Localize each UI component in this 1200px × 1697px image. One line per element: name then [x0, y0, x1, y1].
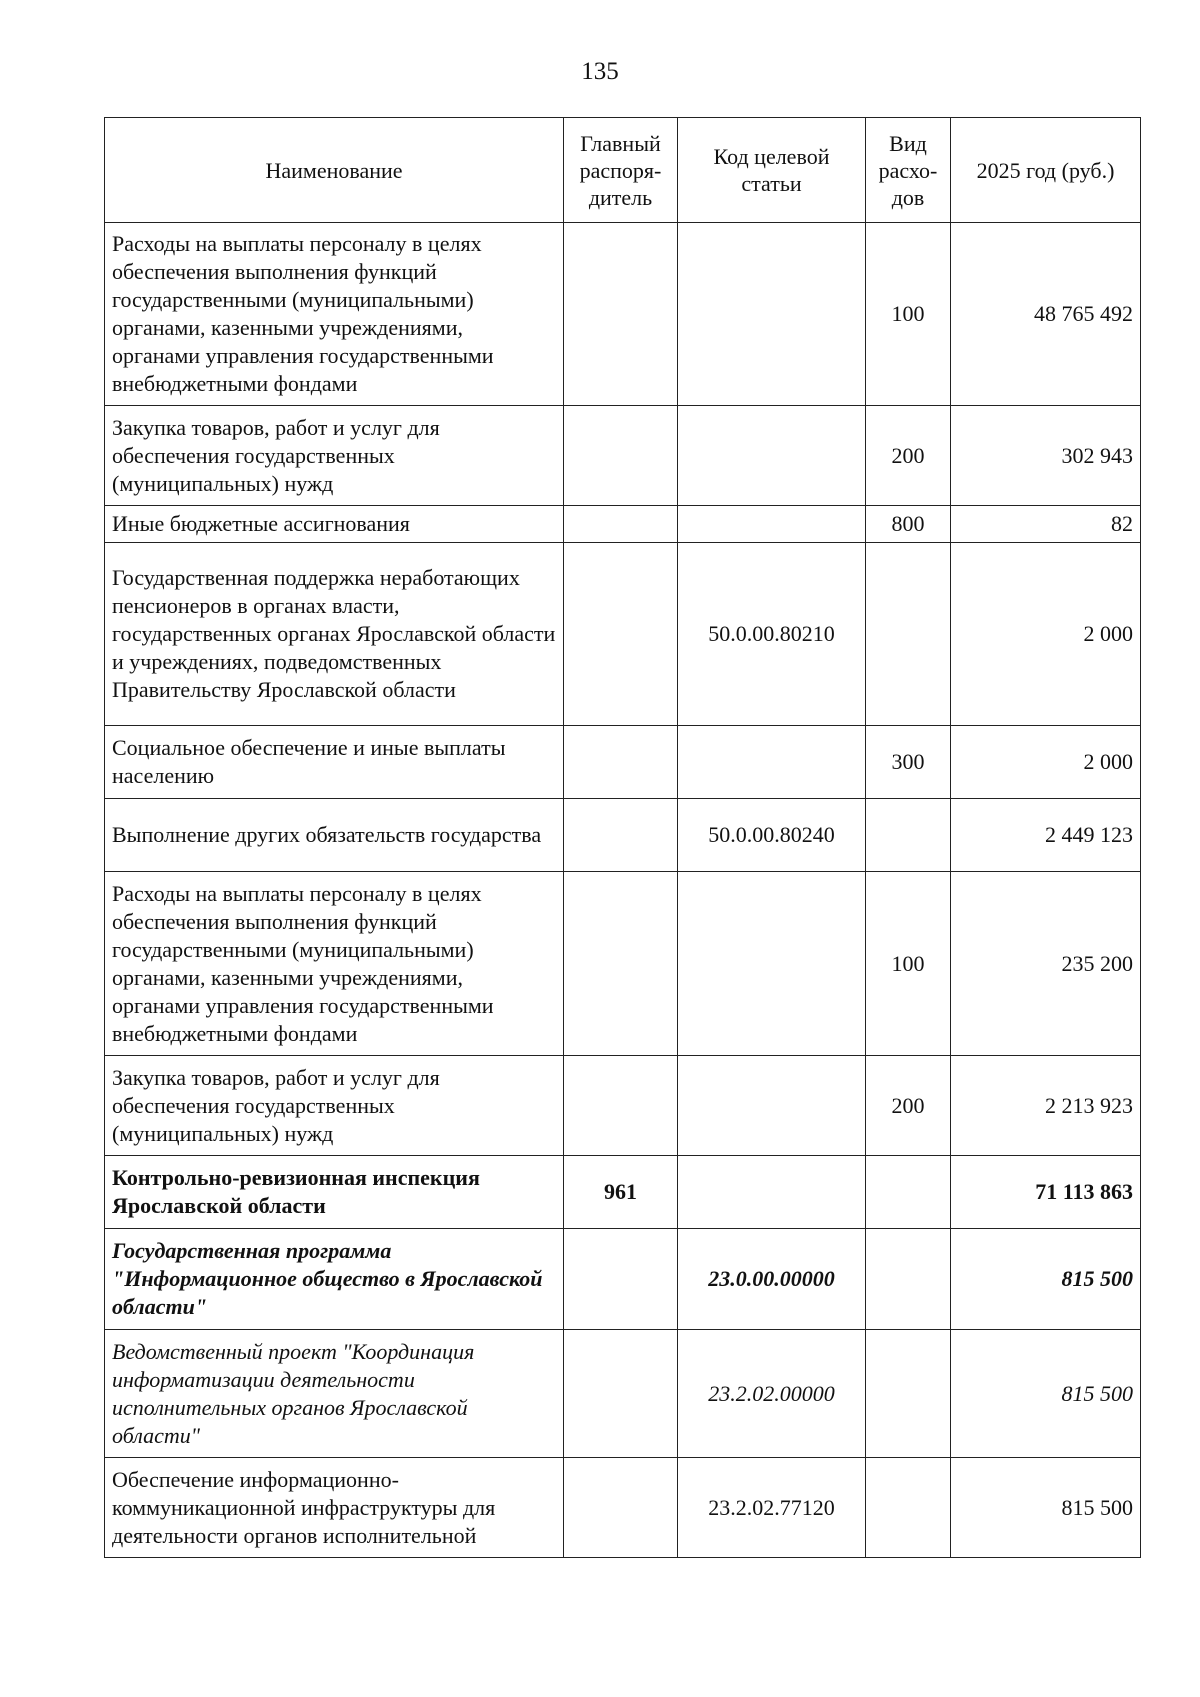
- row-admin: [564, 1458, 678, 1558]
- row-name: Закупка товаров, работ и услуг для обеспечения государственных (муниципальных) нужд: [105, 406, 564, 506]
- row-kind: 200: [866, 1056, 951, 1156]
- row-kind: 100: [866, 872, 951, 1056]
- row-amount: 82: [951, 506, 1141, 543]
- row-code: [678, 726, 866, 799]
- row-kind: [866, 1330, 951, 1458]
- row-name: Иные бюджетные ассигнования: [105, 506, 564, 543]
- row-code: [678, 406, 866, 506]
- row-kind: [866, 1156, 951, 1229]
- row-admin: [564, 406, 678, 506]
- row-amount: 302 943: [951, 406, 1141, 506]
- table-row: [105, 1330, 1141, 1458]
- table-row: [105, 223, 1141, 406]
- row-name: Выполнение других обязательств государства: [105, 799, 564, 872]
- row-name: Закупка товаров, работ и услуг для обеспечения государственных (муниципальных) нужд: [105, 1056, 564, 1156]
- header-row: [105, 118, 1141, 223]
- header-name: Наименование: [105, 118, 564, 223]
- row-admin: [564, 799, 678, 872]
- row-code: 23.2.02.00000: [678, 1330, 866, 1458]
- row-name: Расходы на выплаты персоналу в целях обеспечения выполнения функций государственными (муниципальными) органами, казенными учреждениями, органами управления государственными внебюджетными фондами: [105, 872, 564, 1056]
- row-name: Ведомственный проект "Координация информатизации деятельности исполнительных органов Ярославской области": [105, 1330, 564, 1458]
- row-admin: [564, 1330, 678, 1458]
- row-amount: 2 000: [951, 543, 1141, 726]
- row-kind: [866, 1229, 951, 1330]
- row-amount: 2 000: [951, 726, 1141, 799]
- table-row: [105, 799, 1141, 872]
- table-body: [105, 223, 1141, 1558]
- row-name: Контрольно-ревизионная инспекция Ярославской области: [105, 1156, 564, 1229]
- row-code: 23.0.00.00000: [678, 1229, 866, 1330]
- row-name: Обеспечение информационно-коммуникационной инфраструктуры для деятельности органов исполнительной: [105, 1458, 564, 1558]
- row-admin: [564, 1056, 678, 1156]
- header-amount: 2025 год (руб.): [951, 118, 1141, 223]
- row-amount: 815 500: [951, 1458, 1141, 1558]
- row-amount: 815 500: [951, 1229, 1141, 1330]
- header-kind: Вид расхо-дов: [866, 118, 951, 223]
- row-admin: [564, 872, 678, 1056]
- row-amount: 2 213 923: [951, 1056, 1141, 1156]
- row-amount: 235 200: [951, 872, 1141, 1056]
- row-name: Социальное обеспечение и иные выплаты населению: [105, 726, 564, 799]
- row-code: [678, 1156, 866, 1229]
- row-name: Государственная программа "Информационное общество в Ярославской области": [105, 1229, 564, 1330]
- header-admin: Главный распоря-дитель: [564, 118, 678, 223]
- row-admin: [564, 543, 678, 726]
- row-kind: [866, 1458, 951, 1558]
- table-row: [105, 543, 1141, 726]
- table-row: [105, 1056, 1141, 1156]
- row-amount: 815 500: [951, 1330, 1141, 1458]
- row-kind: 300: [866, 726, 951, 799]
- row-amount: 2 449 123: [951, 799, 1141, 872]
- header-code: Код целевой статьи: [678, 118, 866, 223]
- row-code: [678, 223, 866, 406]
- row-kind: 800: [866, 506, 951, 543]
- row-kind: 100: [866, 223, 951, 406]
- table-row: [105, 506, 1141, 543]
- row-admin: [564, 1229, 678, 1330]
- table-row: [105, 406, 1141, 506]
- table-header: [105, 118, 1141, 223]
- row-kind: 200: [866, 406, 951, 506]
- row-admin: 961: [564, 1156, 678, 1229]
- budget-table: [104, 117, 1141, 1558]
- row-amount: 48 765 492: [951, 223, 1141, 406]
- row-admin: [564, 223, 678, 406]
- row-kind: [866, 543, 951, 726]
- table-row: [105, 872, 1141, 1056]
- table-row: [105, 1156, 1141, 1229]
- page-number: 135: [581, 58, 619, 85]
- row-kind: [866, 799, 951, 872]
- table-row: [105, 1458, 1141, 1558]
- table-row: [105, 726, 1141, 799]
- row-code: [678, 506, 866, 543]
- row-name: Расходы на выплаты персоналу в целях обеспечения выполнения функций государственными (муниципальными) органами, казенными учреждениями, органами управления государственными внебюджетными фондами: [105, 223, 564, 406]
- row-code: 23.2.02.77120: [678, 1458, 866, 1558]
- table-row: [105, 1229, 1141, 1330]
- row-amount: 71 113 863: [951, 1156, 1141, 1229]
- row-name: Государственная поддержка неработающих пенсионеров в органах власти, государственных органах Ярославской области и учреждениях, подведомственных Правительству Ярославской области: [105, 543, 564, 726]
- row-code: [678, 1056, 866, 1156]
- row-code: 50.0.00.80210: [678, 543, 866, 726]
- row-admin: [564, 726, 678, 799]
- row-code: [678, 872, 866, 1056]
- row-admin: [564, 506, 678, 543]
- row-code: 50.0.00.80240: [678, 799, 866, 872]
